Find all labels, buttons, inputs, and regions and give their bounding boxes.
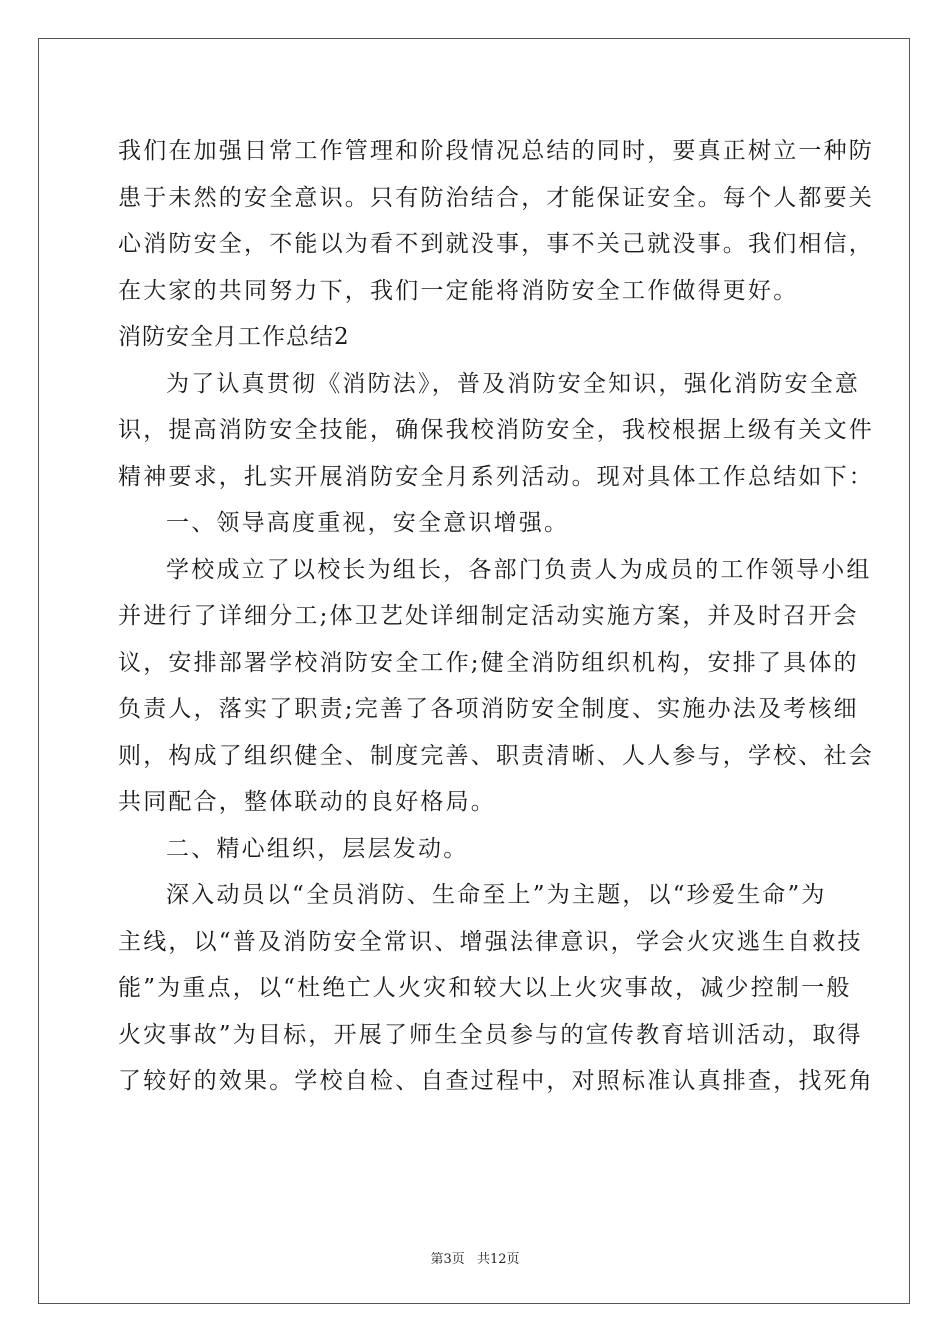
paragraph-1-line-4: 在大家的共同努力下，我们一定能将消防安全工作做得更好。 <box>118 277 799 304</box>
paragraph-3-line-4: 负责人，落实了职责;完善了各项消防安全制度、实施办法及考核细 <box>118 696 859 722</box>
paragraph-2-line-1: 为了认真贯彻《消防法》，普及消防安全知识，强化消防安全意 <box>166 370 861 397</box>
page-number: 第3页 <box>430 1252 465 1267</box>
paragraph-3-line-5: 则，构成了组织健全、制度完善、职责清晰、人人参与，学校、社会 <box>118 742 874 769</box>
paragraph-3-line-3: 议，安排部署学校消防安全工作;健全消防组织机构，安排了具体的 <box>118 649 859 676</box>
paragraph-1-line-2: 患于未然的安全意识。只有防治结合，才能保证安全。每个人都要关 <box>118 184 874 211</box>
section-title: 消防安全月工作总结2 <box>118 324 350 350</box>
paragraph-4-line-3: 能”为重点，以“杜绝亡人火灾和较大以上火灾事故，减少控制一般 <box>118 975 852 1001</box>
subheading-1: 一、领导高度重视，安全意识增强。 <box>166 510 570 536</box>
paragraph-2-line-2: 识，提高消防安全技能，确保我校消防安全，我校根据上级有关文件 <box>118 417 874 443</box>
page-total: 共12页 <box>476 1252 520 1267</box>
paragraph-1-line-1: 我们在加强日常工作管理和阶段情况总结的同时，要真正树立一种防 <box>118 138 874 164</box>
paragraph-1-line-3: 心消防安全，不能以为看不到就没事，事不关己就没事。我们相信， <box>118 231 874 257</box>
paragraph-4-line-5: 了较好的效果。学校自检、自查过程中，对照标准认真排查，找死角 <box>118 1068 874 1094</box>
paragraph-4-line-1: 深入动员以“全员消防、生命至上”为主题，以“珍爱生命”为 <box>166 882 827 908</box>
paragraph-3-line-6: 共同配合，整体联动的良好格局。 <box>118 789 496 815</box>
paragraph-4-line-4: 火灾事故”为目标，开展了师生全员参与的宣传教育培训活动，取得 <box>118 1021 863 1048</box>
subheading-2: 二、精心组织，层层发动。 <box>166 835 469 862</box>
page-footer <box>0 1248 950 1267</box>
paragraph-3-line-2: 并进行了详细分工;体卫艺处详细制定活动实施方案，并及时召开会 <box>118 603 859 629</box>
paragraph-4-line-2: 主线，以“普及消防安全常识、增强法律意识，学会火灾逃生自救技 <box>118 928 863 955</box>
paragraph-2-line-3: 精神要求，扎实开展消防安全月系列活动。现对具体工作总结如下： <box>118 463 874 490</box>
document-body <box>118 128 874 1105</box>
paragraph-3-line-1: 学校成立了以校长为组长，各部门负责人为成员的工作领导小组 <box>166 556 872 583</box>
